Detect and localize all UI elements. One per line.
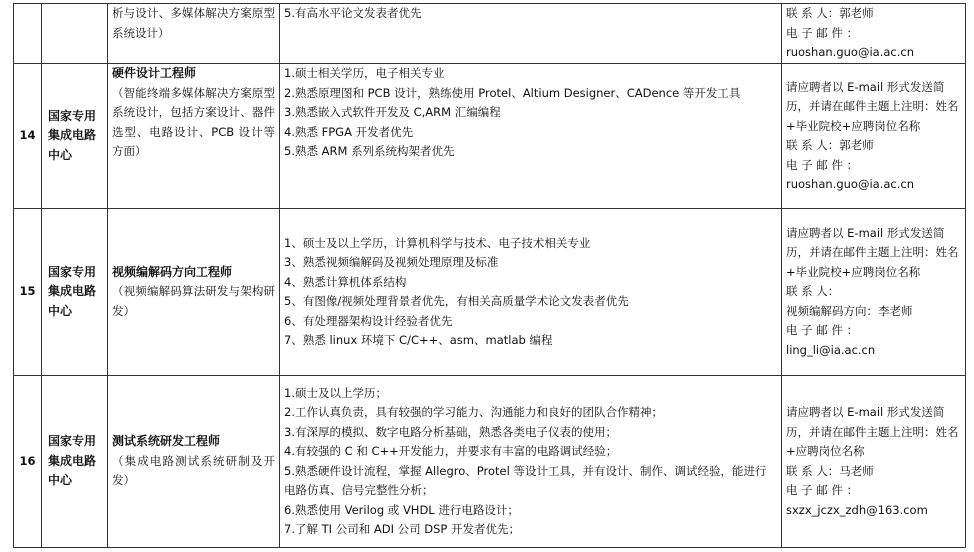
- contact-email-label: 电 子 邮 件 ：: [786, 483, 859, 497]
- contact-cell: [782, 64, 966, 209]
- requirement-item: 1、硕士及以上学历，计算机科学与技术、电子技术相关专业: [284, 235, 591, 250]
- position-title: 硬件设计工程师: [112, 66, 197, 80]
- requirement-item: 6.熟悉使用 Verilog 或 VHDL 进行电路设计；: [284, 502, 519, 517]
- position-cell: [108, 376, 280, 548]
- recruitment-table: [13, 3, 966, 548]
- contact-direction: 视频编解码方向：李老师: [786, 303, 913, 318]
- requirement-item: 7.了解 TI 公司和 ADI 公司 DSP 开发者优先；: [284, 522, 521, 536]
- contact-email-label: 电 子 邮 件 ：: [786, 157, 859, 172]
- position-cell: [108, 64, 280, 209]
- table-row: [14, 64, 966, 209]
- contact-person: 联 系 人：: [786, 284, 840, 299]
- requirement-item: 2.熟悉原理图和 PCB 设计，熟练使用 Protel、Altium Designer、CADence 等开发工具: [284, 85, 741, 100]
- contact-email: ling_li@ia.ac.cn: [786, 342, 876, 357]
- department: 国家专用集成电路中心: [42, 64, 108, 209]
- position-title: 视频编解码方向工程师: [112, 264, 233, 279]
- contact-person: 联 系 人：郭老师: [786, 138, 874, 152]
- contact-intro: 请应聘者以 E-mail 形式发送简历，并请在邮件主题上注明：姓名+毕业院校+应聘岗位名称: [786, 79, 959, 133]
- row-number: 14: [14, 64, 42, 209]
- requirement-item: 3、熟悉视频编解码及视频处理原理及标准: [284, 255, 499, 269]
- position-description: （集成电路测试系统研制及开发）: [112, 453, 275, 488]
- requirement-item: 3.熟悉嵌入式软件开发及 C,ARM 汇编编程: [284, 105, 501, 119]
- requirement-item: 6、有处理器架构设计经验者优先: [284, 313, 453, 328]
- contact-intro: 请应聘者以 E-mail 形式发送简历，并请在邮件主题上注明：姓名+毕业院校+应聘岗位名称: [786, 225, 959, 279]
- requirements-cell: [280, 4, 782, 64]
- department: 国家专用集成电路中心: [42, 209, 108, 376]
- department: 国家专用集成电路中心: [42, 376, 108, 548]
- contact-email: sxzx_jczx_zdh@163.com: [786, 502, 928, 517]
- requirements-cell: [280, 209, 782, 376]
- position-description: （视频编解码算法研发与架构研发）: [112, 284, 275, 318]
- contact-person: 联 系 人：郭老师: [786, 6, 874, 21]
- contact-email-label: 电 子 邮 件 ：: [786, 25, 859, 40]
- contact-email: ruoshan.guo@ia.ac.cn: [786, 45, 914, 60]
- position-description: 析与设计、多媒体解决方案原型系统设计）: [112, 6, 275, 40]
- requirement-item: 7、熟悉 linux 环境下 C/C++、asm、matlab 编程: [284, 333, 553, 347]
- requirement-item: 4.熟悉 FPGA 开发者优先: [284, 124, 414, 139]
- position-title: 测试系统研发工程师: [112, 434, 221, 449]
- position-cell: [108, 209, 280, 376]
- requirement-item: 5、有图像/视频处理背景者优先，有相关高质量学术论文发表者优先: [284, 294, 629, 308]
- contact-person: 联 系 人：马老师: [786, 463, 874, 478]
- row-number: [14, 4, 42, 64]
- contact-intro: 请应聘者以 E-mail 形式发送简历，并请在邮件主题上注明：姓名+应聘岗位名称: [786, 405, 959, 458]
- table-row: [14, 4, 966, 64]
- table-row: [14, 209, 966, 376]
- requirement-item: 4、熟悉计算机体系结构: [284, 274, 407, 289]
- requirement-item: 5.熟悉硬件设计流程，掌握 Allegro、Protel 等设计工具，并有设计、制作、调试经验，能进行电路仿真、信号完整性分析；: [284, 463, 767, 497]
- table-row: [14, 376, 966, 548]
- contact-cell: [782, 4, 966, 64]
- requirements-cell: [280, 64, 782, 209]
- requirement-item: 5.有高水平论文发表者优先: [284, 6, 422, 20]
- contact-email: ruoshan.guo@ia.ac.cn: [786, 177, 914, 191]
- row-number: 16: [14, 376, 42, 548]
- position-cell: [108, 4, 280, 64]
- contact-cell: [782, 209, 966, 376]
- requirement-item: 1.硕士相关学历，电子相关专业: [284, 66, 445, 80]
- requirements-cell: [280, 376, 782, 548]
- requirement-item: 3.有深厚的模拟、数字电路分析基础，熟悉各类电子仪表的使用；: [284, 424, 617, 439]
- position-description: （智能终端多媒体解决方案原型系统设计，包括方案设计、器件选型、电路设计、PCB 设计等方面）: [112, 85, 275, 158]
- requirement-item: 4.有较强的 C 和 C++开发能力，并要求有丰富的电路调试经验；: [284, 444, 618, 458]
- contact-cell: [782, 376, 966, 548]
- requirement-item: 2.工作认真负责，具有较强的学习能力、沟通能力和良好的团队合作精神；: [284, 405, 663, 419]
- requirement-item: 5.熟悉 ARM 系列系统构架者优先: [284, 144, 455, 158]
- requirement-item: 1.硕士及以上学历；: [284, 385, 387, 400]
- contact-email-label: 电 子 邮 件 ：: [786, 323, 859, 338]
- department: [42, 4, 108, 64]
- row-number: 15: [14, 209, 42, 376]
